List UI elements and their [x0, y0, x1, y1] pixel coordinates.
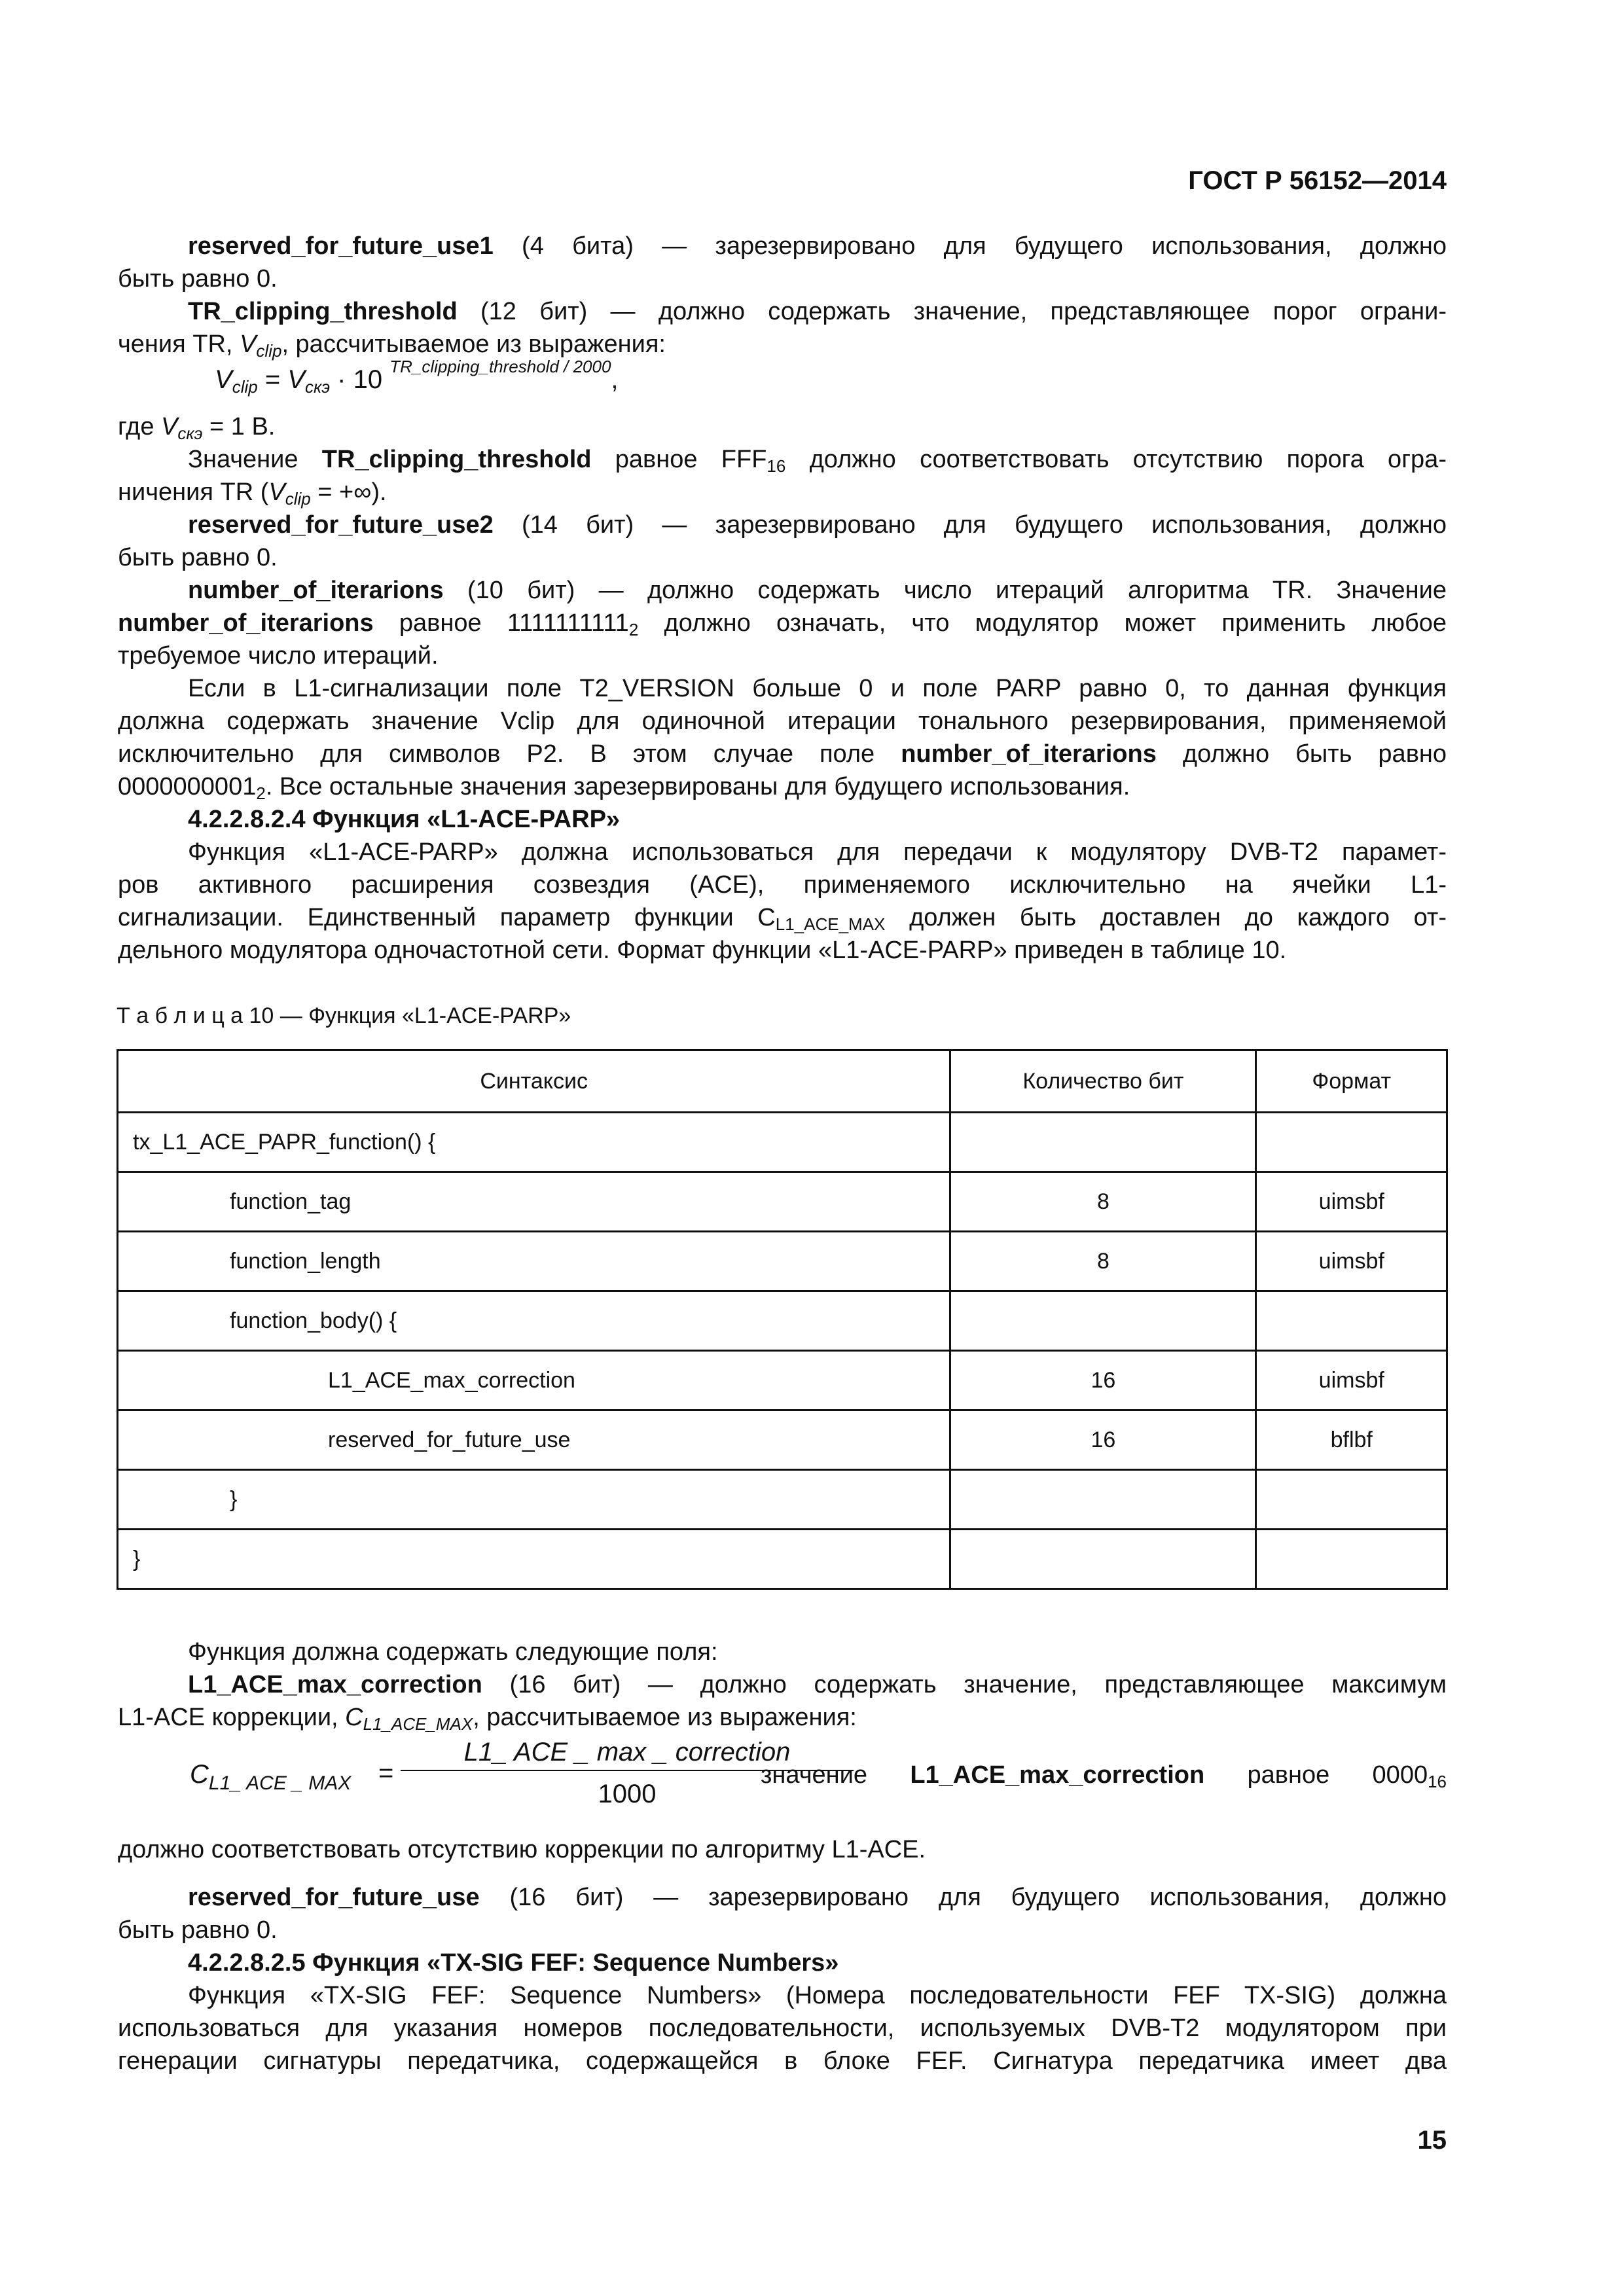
- paragraph-tr-clipping-line2: чения TR, $V_{clip}$, рассчитываемое из выражения:: [118, 331, 666, 361]
- paragraph-tr-fff-line2: ничения TR ($V_{clip}$ = +∞).: [118, 478, 387, 509]
- paragraph-iterations-line2: number_of_iterarions равное $1111111111_2$ должно означать, что модулятор может применить любое: [118, 609, 1447, 639]
- table-row: function_length 8 uimsbf: [118, 1232, 1447, 1291]
- paragraph-tr-clipping: TR_clipping_threshold (12 бит) — должно содержать значение, представляющее порог ограни-: [188, 298, 1447, 325]
- table-row: function_body() {: [118, 1291, 1447, 1351]
- paragraph-tx-sig-l1: Функция «TX-SIG FEF: Sequence Numbers» (Номера последовательности FEF TX-SIG) должна: [188, 1982, 1447, 2009]
- paragraph-reserved1: reserved_for_future_use1 (4 бита) — зарезервировано для будущего использования, должно: [188, 232, 1447, 260]
- formula-vclip: $V_{clip} = V_{скэ} \cdot 10$ $^{TR\_clipping\_threshold / 2000}$,: [215, 357, 619, 397]
- paragraph-reserved3-line2: быть равно 0.: [118, 1916, 278, 1944]
- paragraph-iterations: number_of_iterarions (10 бит) — должно содержать число итераций алгоритма TR. Значение: [188, 577, 1447, 604]
- fraction-denominator: 1000: [598, 1780, 657, 1808]
- paragraph-ace-l4: дельного модулятора одночастотной сети. Формат функции «L1-ACE-PARP» приведен в таблице 10.: [118, 937, 1287, 964]
- table-row: function_tag 8 uimsbf: [118, 1172, 1447, 1232]
- table-row: reserved_for_future_use 16 bflbf: [118, 1410, 1447, 1470]
- paragraph-t2-version-l4: $0000000001_2$. Все остальные значения зарезервированы для будущего использования.: [118, 773, 1130, 803]
- paragraph-iterations-line3: требуемое число итераций.: [118, 642, 439, 670]
- paragraph-t2-version-l3: исключительно для символов P2. В этом случае поле number_of_iterarions должно быть равно: [118, 740, 1447, 768]
- header-format: Формат: [1256, 1050, 1447, 1113]
- paragraph-tx-sig-l2: использоваться для указания номеров последовательности, используемых DVB-T2 модулятором при: [118, 2015, 1447, 2042]
- page-number: 15: [1417, 2126, 1447, 2155]
- fraction-numerator: L1_ ACE _ max _ correction: [401, 1738, 854, 1771]
- table-row: }: [118, 1530, 1447, 1589]
- formula-ace-max: $C_{L1\_ ACE \_ MAX}$ = L1_ ACE _ max _ correction 1000 значение L1_ACE_max_correction равное $0000_{16}$: [190, 1738, 1447, 1808]
- table-row: tx_L1_ACE_PAPR_function() {: [118, 1113, 1447, 1172]
- table-caption: Т а б л и ц а 10 — Функция «L1-ACE-PARP»: [117, 1003, 571, 1028]
- paragraph-t2-version-l1: Если в L1-сигнализации поле T2_VERSION больше 0 и поле PARP равно 0, то данная функция: [188, 675, 1447, 702]
- paragraph-no-correction: должно соответствовать отсутствию коррекции по алгоритму L1-ACE.: [118, 1836, 926, 1863]
- paragraph-t2-version-l2: должна содержать значение Vclip для одиночной итерации тонального резервирования, применяемой: [118, 708, 1447, 735]
- field-name: reserved_for_future_use1: [188, 232, 494, 260]
- paragraph-reserved3: reserved_for_future_use (16 бит) — зарезервировано для будущего использования, должно: [188, 1884, 1447, 1911]
- paragraph-tx-sig-l3: генерации сигнатуры передатчика, содержащейся в блоке FEF. Сигнатура передатчика имеет два: [118, 2047, 1447, 2075]
- header-bits: Количество бит: [950, 1050, 1256, 1113]
- table-row: L1_ACE_max_correction 16 uimsbf: [118, 1351, 1447, 1410]
- standard-header: ГОСТ Р 56152—2014: [1188, 166, 1447, 195]
- header-syntax: Синтаксис: [118, 1050, 950, 1113]
- paragraph-reserved2-line2: быть равно 0.: [118, 544, 278, 571]
- paragraph-ace-l1: Функция «L1-ACE-PARP» должна использоваться для передачи к модулятору DVB-T2 парамет-: [188, 838, 1447, 866]
- paragraph-ace-max: L1_ACE_max_correction (16 бит) — должно содержать значение, представляющее максимум: [188, 1671, 1447, 1698]
- paragraph-ace-max-line2: L1-ACE коррекции, $C_{L1\_ACE\_MAX}$, рассчитываемое из выражения:: [118, 1704, 857, 1734]
- paragraph-reserved2: reserved_for_future_use2 (14 бит) — зарезервировано для будущего использования, должно: [188, 511, 1447, 539]
- table-header-row: [118, 1050, 1447, 1113]
- paragraph-ace-l2: ров активного расширения созвездия (ACE), применяемого исключительно на ячейки L1-: [118, 871, 1447, 899]
- table-row: }: [118, 1470, 1447, 1530]
- where-vske: где $V_{скэ} = 1$ В.: [118, 413, 276, 443]
- section-heading-l1-ace-parp: 4.2.2.8.2.4 Функция «L1-ACE-PARP»: [188, 806, 621, 833]
- paragraph-reserved1-line2: быть равно 0.: [118, 265, 278, 293]
- syntax-table: [117, 1049, 1448, 1590]
- paragraph-fields-intro: Функция должна содержать следующие поля:: [188, 1638, 718, 1666]
- paragraph-tr-fff: Значение TR_clipping_threshold равное $FFF_{16}$ должно соответствовать отсутствию порога огра-: [188, 446, 1447, 476]
- section-heading-tx-sig: 4.2.2.8.2.5 Функция «TX-SIG FEF: Sequence Numbers»: [188, 1949, 839, 1977]
- paragraph-ace-l3: сигнализации. Единственный параметр функции $C_{L1\_ACE\_MAX}$ должен быть доставлен до каждого от-: [118, 904, 1447, 934]
